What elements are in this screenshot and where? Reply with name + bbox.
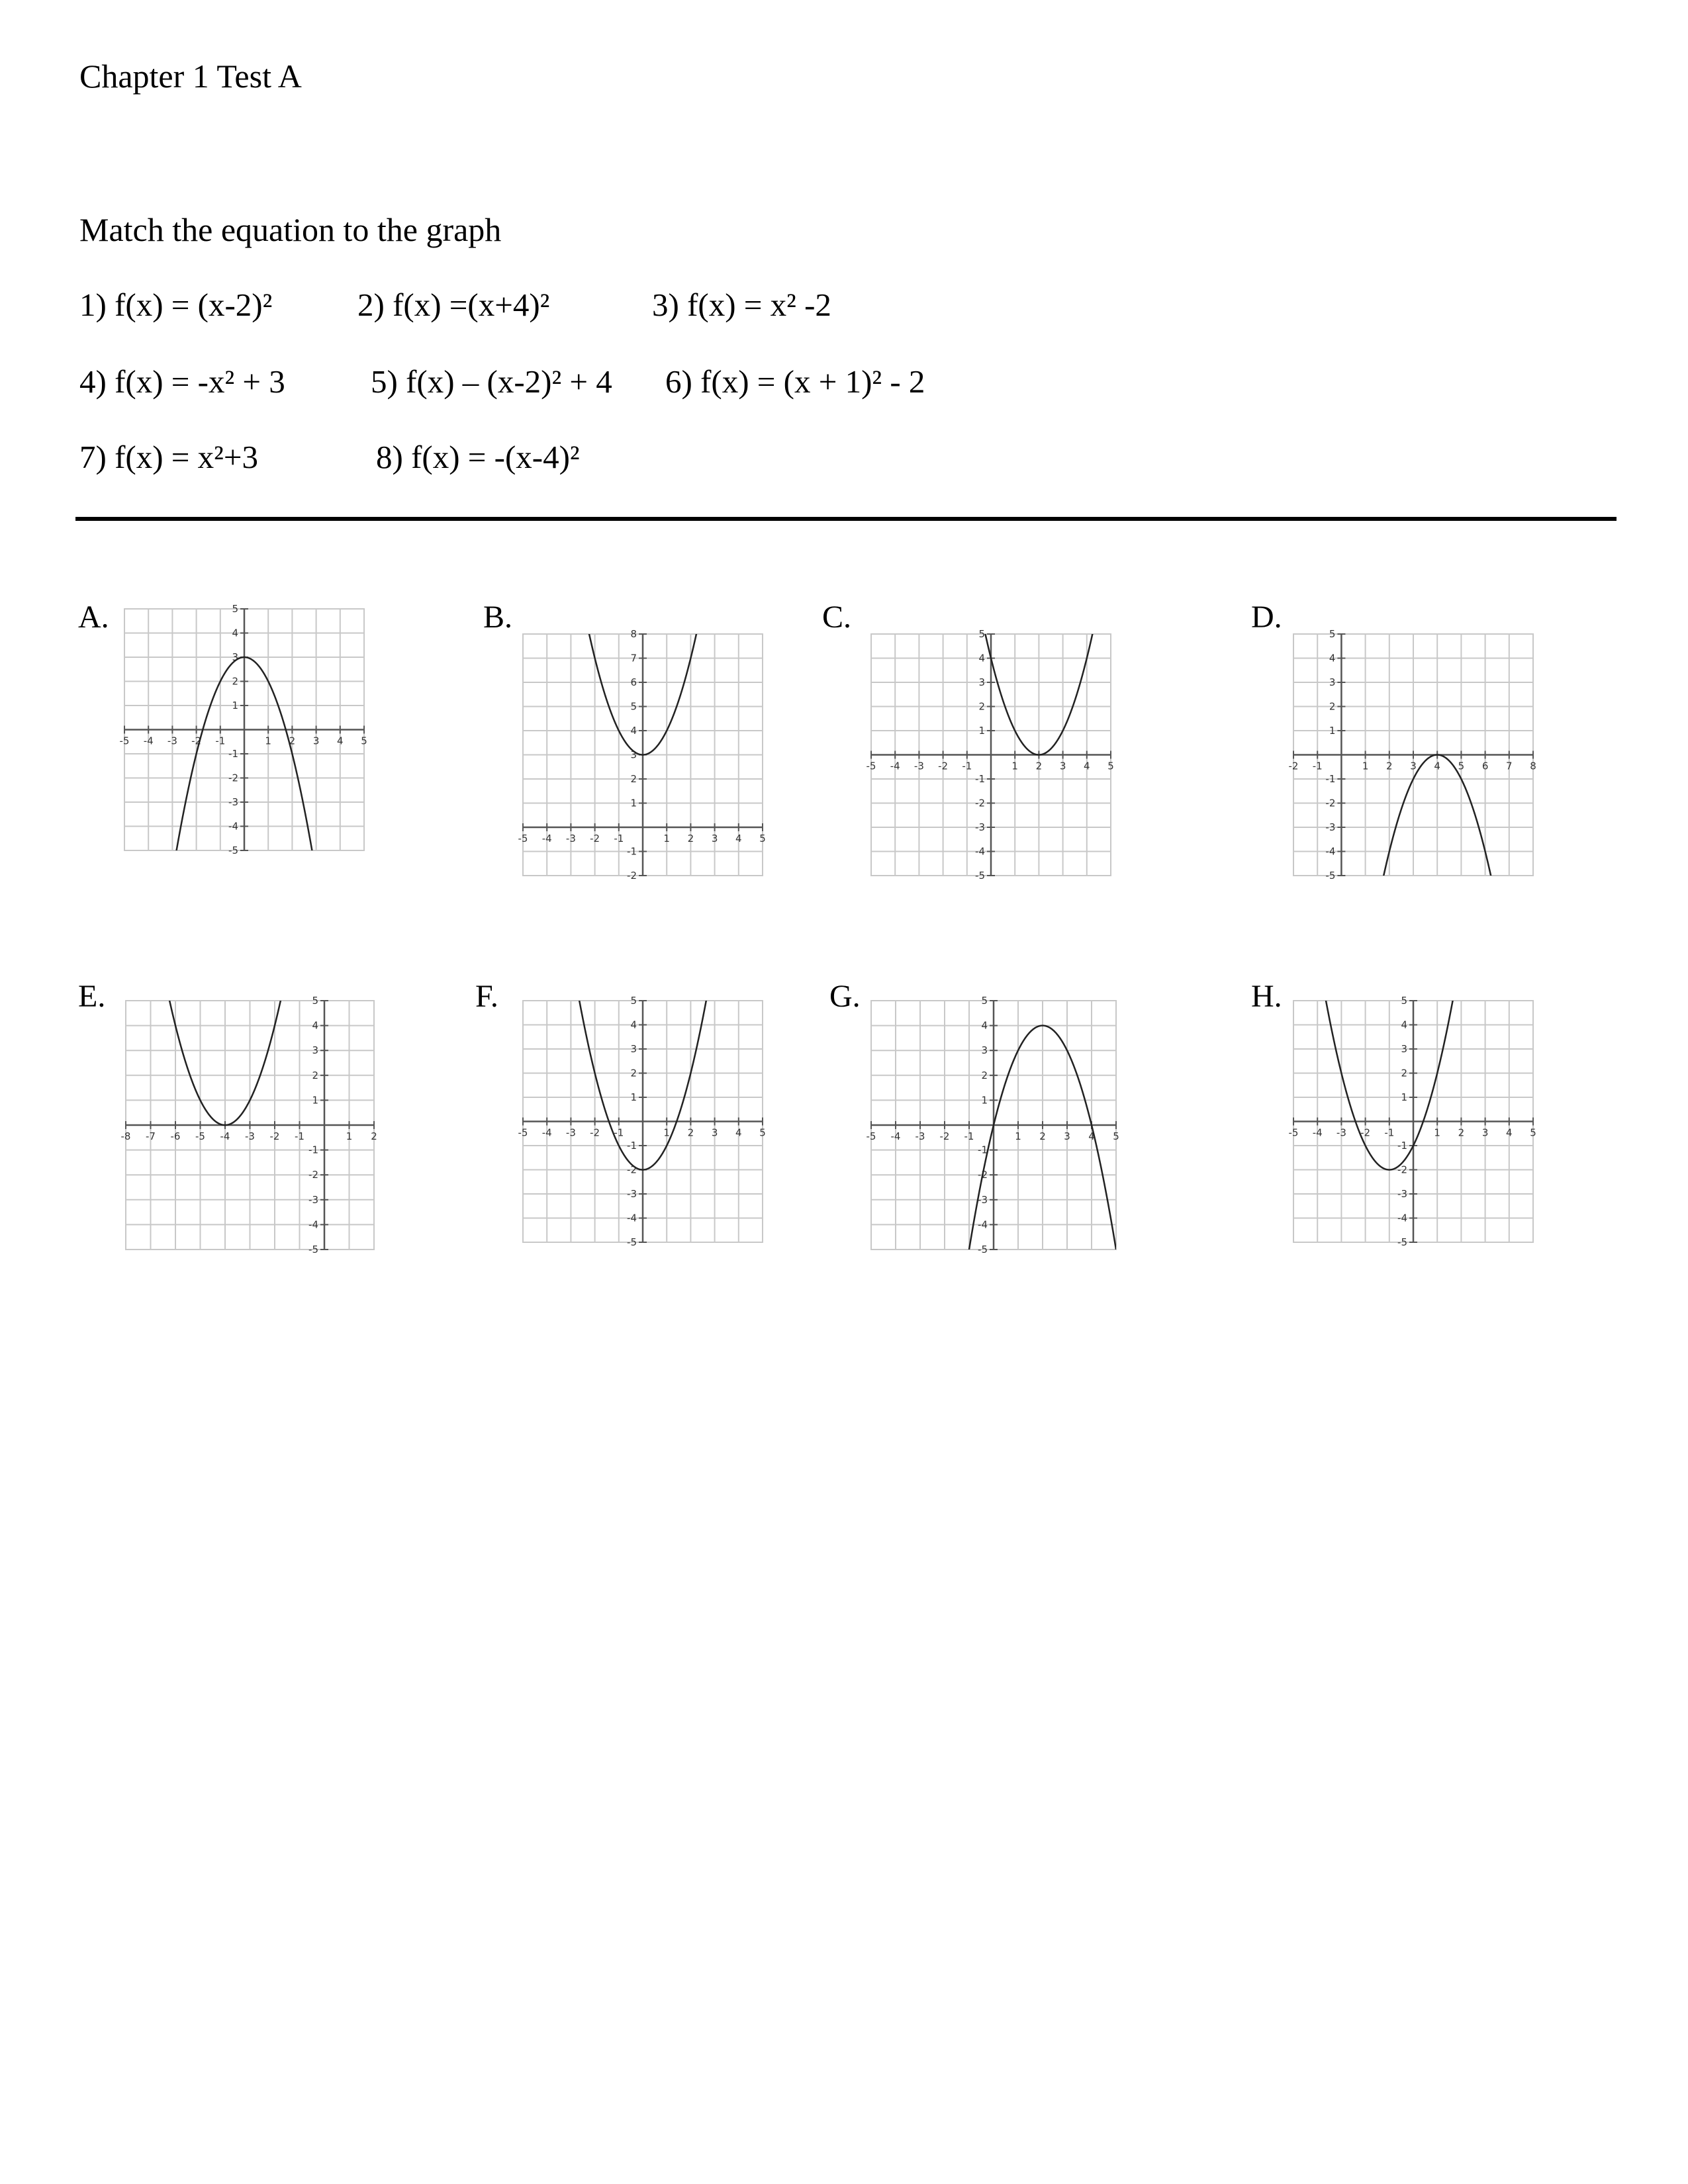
y-tick-label: -1 [975,773,985,785]
x-tick-label: 7 [1506,760,1513,772]
y-tick-label: -3 [978,1193,988,1206]
x-tick-label: -4 [220,1130,230,1142]
x-tick-label: 4 [1506,1126,1513,1139]
y-tick-label: 3 [1401,1043,1407,1055]
x-tick-label: 5 [759,833,766,844]
y-tick-label: -4 [975,845,985,858]
x-tick-label: 1 [663,833,670,844]
x-tick-label: 3 [1481,1126,1489,1139]
graph-label-a: A. [78,600,109,635]
y-tick-label: 5 [312,995,318,1007]
x-tick-label: 4 [1084,760,1090,772]
x-tick-label: -4 [890,760,900,772]
x-tick-label: -4 [1312,1126,1323,1139]
equation-6: 6) f(x) = (x + 1)² - 2 [665,363,925,400]
y-tick-label: 1 [312,1094,318,1107]
y-tick-label: -2 [1325,797,1336,809]
x-tick-label: 4 [735,1126,742,1139]
x-tick-label: 2 [371,1130,377,1142]
y-tick-label: -3 [1325,821,1336,833]
y-tick-label: -4 [1397,1212,1407,1224]
y-tick-label: -5 [1397,1236,1407,1248]
y-tick-label: 4 [232,627,238,639]
graph-b [518,628,766,882]
y-tick-label: -1 [1397,1140,1407,1152]
x-tick-label: 8 [1530,760,1536,772]
x-tick-label: -3 [565,1126,576,1139]
x-tick-label: 3 [711,1126,718,1139]
x-tick-label: -1 [614,833,624,844]
graph-f [518,995,766,1248]
x-tick-label: -7 [146,1130,156,1142]
y-tick-label: 1 [232,700,238,711]
y-tick-label: 5 [630,700,637,713]
y-tick-label: 5 [630,995,637,1007]
y-tick-label: 4 [978,652,985,664]
y-tick-label: -3 [975,821,985,833]
y-tick-label: -2 [978,1169,988,1181]
x-tick-label: 2 [1458,1126,1465,1139]
graph-c [866,628,1114,882]
y-tick-label: -3 [1397,1188,1407,1200]
equation-4: 4) f(x) = -x² + 3 [79,363,285,400]
y-tick-label: -5 [228,844,238,856]
x-tick-label: 2 [289,735,296,747]
x-tick-label: 5 [1458,760,1465,772]
y-tick-label: -1 [228,748,238,760]
y-tick-label: 2 [1401,1067,1407,1079]
graph-d [1288,628,1536,882]
y-tick-label: 5 [1401,995,1407,1007]
divider-rule [75,517,1617,521]
graph-label-d: D. [1251,600,1282,635]
x-tick-label: -1 [962,760,972,772]
x-tick-label: 5 [1113,1130,1119,1142]
y-tick-label: 2 [981,1069,988,1081]
equation-5: 5) f(x) – (x-2)² + 4 [371,363,612,400]
y-tick-label: 1 [630,797,637,809]
x-tick-label: -3 [167,735,177,747]
y-tick-label: -4 [978,1218,988,1231]
y-tick-label: 4 [1329,652,1336,664]
y-tick-label: 4 [630,725,637,737]
y-tick-label: 2 [630,773,637,785]
x-tick-label: -4 [541,833,552,844]
x-tick-label: 6 [1481,760,1489,772]
y-tick-label: -5 [1325,870,1336,882]
equation-3: 3) f(x) = x² -2 [652,287,831,323]
x-tick-label: -3 [915,1130,925,1142]
x-tick-label: -2 [191,735,202,747]
x-tick-label: -5 [866,1130,876,1142]
equation-1: 1) f(x) = (x-2)² [79,287,273,323]
x-tick-label: -2 [1288,760,1299,772]
instructions: Match the equation to the graph [79,211,502,248]
x-tick-label: -2 [269,1130,280,1142]
x-tick-label: -5 [119,735,130,747]
y-tick-label: 4 [312,1019,318,1032]
x-tick-label: -2 [938,760,949,772]
x-tick-label: -4 [541,1126,552,1139]
x-tick-label: -2 [590,833,600,844]
x-tick-label: 5 [759,1126,766,1139]
x-tick-label: -1 [1312,760,1323,772]
equation-2: 2) f(x) =(x+4)² [357,287,550,323]
y-tick-label: 4 [981,1019,988,1032]
y-tick-label: -1 [978,1144,988,1156]
x-tick-label: 5 [361,735,367,747]
page-title: Chapter 1 Test A [79,58,302,95]
y-tick-label: 4 [630,1019,637,1031]
x-tick-label: -3 [914,760,924,772]
graph-label-f: F. [475,979,498,1014]
x-tick-label: 1 [1434,1126,1440,1139]
y-tick-label: 1 [981,1094,988,1107]
y-tick-label: -5 [978,1244,988,1255]
y-tick-label: 5 [978,628,985,640]
y-tick-label: 1 [1401,1091,1407,1103]
graph-label-c: C. [822,600,852,635]
graph-label-b: B. [483,600,513,635]
y-tick-label: -5 [975,870,985,882]
y-tick-label: -4 [228,820,238,833]
equation-8: 8) f(x) = -(x-4)² [376,439,580,475]
x-tick-label: 4 [1088,1130,1095,1142]
y-tick-label: 3 [312,1044,318,1057]
y-tick-label: -2 [975,797,985,809]
x-tick-label: 4 [337,735,344,747]
y-tick-label: 4 [1401,1019,1407,1031]
x-tick-label: -8 [120,1130,131,1142]
graph-label-e: E. [78,979,106,1014]
x-tick-label: -3 [1336,1126,1346,1139]
y-tick-label: -4 [627,1212,637,1224]
x-tick-label: 2 [687,1126,694,1139]
y-tick-label: 2 [312,1069,318,1081]
x-tick-label: 1 [663,1126,670,1139]
x-tick-label: 1 [1011,760,1018,772]
y-tick-label: -2 [1397,1163,1407,1176]
x-tick-label: 3 [1410,760,1417,772]
y-tick-label: 7 [630,652,637,664]
x-tick-label: 2 [1035,760,1043,772]
x-tick-label: 5 [1107,760,1114,772]
x-tick-label: 3 [1064,1130,1070,1142]
x-tick-label: -1 [964,1130,974,1142]
y-tick-label: -4 [308,1218,318,1231]
y-tick-label: 3 [232,651,238,663]
x-tick-label: 2 [1039,1130,1046,1142]
x-tick-label: 3 [1059,760,1066,772]
x-tick-label: 1 [346,1130,353,1142]
y-tick-label: 1 [978,725,985,737]
graph-e [120,995,377,1255]
y-tick-label: -1 [308,1144,318,1156]
y-tick-label: 5 [232,603,238,615]
graph-a [119,603,367,856]
y-tick-label: 3 [1329,676,1336,688]
y-tick-label: 6 [630,676,637,688]
x-tick-label: -5 [518,1126,528,1139]
y-tick-label: 3 [981,1044,988,1057]
graph-h [1288,995,1536,1248]
y-tick-label: 8 [630,628,637,640]
x-tick-label: -5 [866,760,876,772]
x-tick-label: -3 [565,833,576,844]
x-tick-label: 4 [735,833,742,844]
x-tick-label: -4 [890,1130,901,1142]
y-tick-label: -3 [308,1193,318,1206]
x-tick-label: -1 [295,1130,305,1142]
x-tick-label: -1 [1384,1126,1395,1139]
graph-label-h: H. [1251,979,1282,1014]
y-tick-label: 1 [630,1091,637,1103]
y-tick-label: -1 [1325,773,1336,785]
y-tick-label: 2 [1329,700,1336,713]
y-tick-label: -3 [228,796,238,808]
x-tick-label: 3 [312,735,320,747]
y-tick-label: -5 [627,1236,637,1248]
y-tick-label: -1 [627,1140,637,1152]
x-tick-label: -1 [215,735,226,747]
x-tick-label: -2 [939,1130,950,1142]
y-tick-label: 2 [978,700,985,713]
y-tick-label: -3 [627,1188,637,1200]
y-tick-label: 5 [1329,628,1336,640]
y-tick-label: 1 [1329,725,1336,737]
y-tick-label: -2 [627,870,637,882]
y-tick-label: -2 [228,772,238,784]
x-tick-label: 3 [711,833,718,844]
x-tick-label: 2 [687,833,694,844]
y-tick-label: -2 [627,1163,637,1176]
x-tick-label: 4 [1434,760,1440,772]
x-tick-label: -5 [195,1130,205,1142]
x-tick-label: -4 [143,735,154,747]
y-tick-label: 3 [630,749,637,761]
graph-g [866,995,1119,1255]
x-tick-label: 1 [1362,760,1369,772]
x-tick-label: -6 [170,1130,181,1142]
x-tick-label: -5 [518,833,528,844]
y-tick-label: -4 [1325,845,1336,858]
y-tick-label: 3 [978,676,985,688]
x-tick-label: -5 [1288,1126,1299,1139]
y-tick-label: 2 [630,1067,637,1079]
y-tick-label: 3 [630,1043,637,1055]
x-tick-label: -1 [614,1126,624,1139]
y-tick-label: 2 [232,675,238,688]
x-tick-label: 5 [1530,1126,1536,1139]
y-tick-label: -2 [308,1169,318,1181]
x-tick-label: 1 [265,735,271,747]
y-tick-label: -5 [308,1244,318,1255]
y-tick-label: -1 [627,845,637,858]
equation-7: 7) f(x) = x²+3 [79,439,258,475]
graph-label-g: G. [829,979,861,1014]
x-tick-label: 1 [1015,1130,1021,1142]
x-tick-label: 2 [1386,760,1393,772]
x-tick-label: -2 [1360,1126,1371,1139]
x-tick-label: -2 [590,1126,600,1139]
x-tick-label: -3 [245,1130,255,1142]
y-tick-label: 5 [981,995,988,1007]
